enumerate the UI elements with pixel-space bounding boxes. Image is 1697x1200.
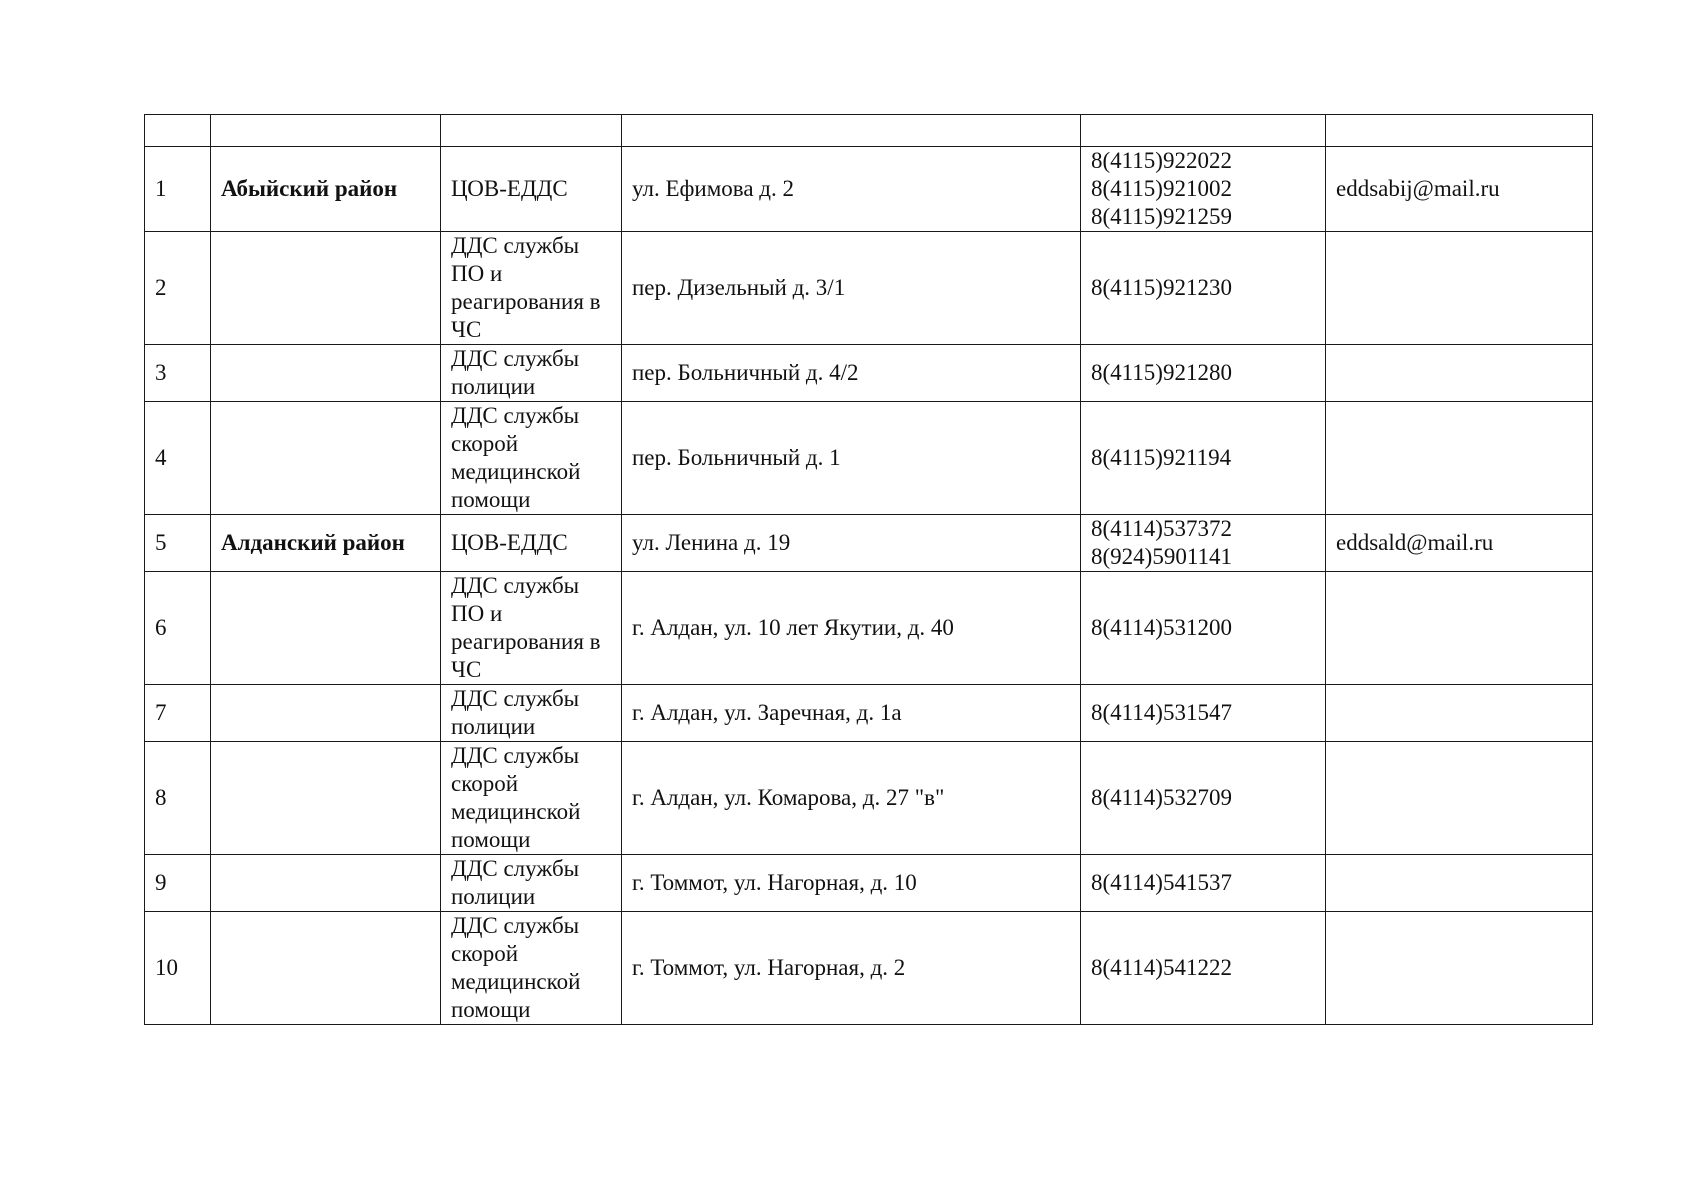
row-number: 8	[145, 742, 211, 855]
phone-numbers	[1081, 402, 1326, 515]
address: г. Алдан, ул. Комарова, д. 27 "в"	[622, 742, 1081, 855]
district-name	[211, 402, 441, 515]
phone-numbers	[1081, 685, 1326, 742]
phone-number: 8(4115)921002	[1091, 176, 1232, 201]
service-line: ДДС службы	[451, 686, 580, 711]
district-name	[211, 232, 441, 345]
email-address: eddsald@mail.ru	[1326, 515, 1593, 572]
service-name	[441, 345, 622, 402]
address: пер. Больничный д. 4/2	[622, 345, 1081, 402]
district-name	[211, 345, 441, 402]
phone-number: 8(4114)537372	[1091, 516, 1232, 541]
email-address	[1326, 232, 1593, 345]
table-row	[145, 345, 1593, 402]
row-number: 1	[145, 147, 211, 232]
service-line: ЦОВ-ЕДДС	[451, 530, 568, 555]
email-address	[1326, 912, 1593, 1025]
email-address	[1326, 572, 1593, 685]
address: пер. Дизельный д. 3/1	[622, 232, 1081, 345]
table-row	[145, 402, 1593, 515]
service-line: ДДС службы	[451, 743, 580, 768]
phone-number: 8(4114)531200	[1091, 615, 1232, 640]
phone-number: 8(4114)532709	[1091, 785, 1232, 810]
phone-numbers	[1081, 855, 1326, 912]
phone-numbers	[1081, 515, 1326, 572]
table-row	[145, 232, 1593, 345]
row-number: 10	[145, 912, 211, 1025]
row-number: 5	[145, 515, 211, 572]
row-number: 7	[145, 685, 211, 742]
service-name	[441, 402, 622, 515]
service-line: медицинской	[451, 969, 581, 994]
email-address	[1326, 345, 1593, 402]
row-number: 3	[145, 345, 211, 402]
service-line: реагирования в	[451, 289, 601, 314]
phone-number: 8(4114)531547	[1091, 700, 1232, 725]
service-name	[441, 515, 622, 572]
address: г. Томмот, ул. Нагорная, д. 2	[622, 912, 1081, 1025]
service-line: ДДС службы	[451, 573, 580, 598]
phone-number: 8(4114)541222	[1091, 955, 1232, 980]
service-line: ДДС службы	[451, 913, 580, 938]
phone-numbers	[1081, 572, 1326, 685]
service-line: ДДС службы	[451, 233, 580, 258]
service-line: медицинской	[451, 459, 581, 484]
district-name	[211, 912, 441, 1025]
address: г. Алдан, ул. 10 лет Якутии, д. 40	[622, 572, 1081, 685]
service-line: помощи	[451, 997, 531, 1022]
service-name	[441, 232, 622, 345]
row-number: 6	[145, 572, 211, 685]
service-line: ДДС службы	[451, 403, 580, 428]
service-line: полиции	[451, 884, 536, 909]
service-line: ЧС	[451, 317, 482, 342]
district-name: Алданский район	[211, 515, 441, 572]
table-row	[145, 515, 1593, 572]
header-cell-email	[1326, 115, 1593, 147]
address: ул. Ефимова д. 2	[622, 147, 1081, 232]
table-row	[145, 855, 1593, 912]
service-name	[441, 742, 622, 855]
row-number: 9	[145, 855, 211, 912]
email-address	[1326, 855, 1593, 912]
email-address	[1326, 742, 1593, 855]
phone-number: 8(4115)921259	[1091, 204, 1232, 229]
phone-numbers	[1081, 232, 1326, 345]
district-name	[211, 572, 441, 685]
header-cell-service	[441, 115, 622, 147]
address: пер. Больничный д. 1	[622, 402, 1081, 515]
phone-numbers	[1081, 912, 1326, 1025]
contacts-table	[144, 114, 1593, 1025]
service-line: скорой	[451, 771, 519, 796]
table-row	[145, 742, 1593, 855]
service-line: скорой	[451, 431, 519, 456]
service-line: помощи	[451, 487, 531, 512]
address: г. Томмот, ул. Нагорная, д. 10	[622, 855, 1081, 912]
header-row	[145, 115, 1593, 147]
phone-number: 8(4115)922022	[1091, 148, 1232, 173]
service-name	[441, 685, 622, 742]
header-cell-num	[145, 115, 211, 147]
service-line: помощи	[451, 827, 531, 852]
phone-number: 8(924)5901141	[1091, 544, 1232, 569]
district-name	[211, 742, 441, 855]
district-name	[211, 685, 441, 742]
service-line: ДДС службы	[451, 856, 580, 881]
phone-numbers	[1081, 345, 1326, 402]
phone-number: 8(4115)921280	[1091, 360, 1232, 385]
service-line: полиции	[451, 374, 536, 399]
service-line: реагирования в	[451, 629, 601, 654]
service-name	[441, 572, 622, 685]
header-cell-district	[211, 115, 441, 147]
table-row	[145, 572, 1593, 685]
service-line: ЦОВ-ЕДДС	[451, 176, 568, 201]
service-line: ПО и	[451, 601, 503, 626]
table-row	[145, 147, 1593, 232]
table-row	[145, 912, 1593, 1025]
service-line: полиции	[451, 714, 536, 739]
header-cell-phone	[1081, 115, 1326, 147]
service-line: ДДС службы	[451, 346, 580, 371]
service-name	[441, 855, 622, 912]
district-name	[211, 855, 441, 912]
email-address	[1326, 402, 1593, 515]
phone-number: 8(4115)921194	[1091, 445, 1232, 470]
row-number: 4	[145, 402, 211, 515]
service-line: медицинской	[451, 799, 581, 824]
address: ул. Ленина д. 19	[622, 515, 1081, 572]
address: г. Алдан, ул. Заречная, д. 1а	[622, 685, 1081, 742]
service-name	[441, 912, 622, 1025]
service-line: ПО и	[451, 261, 503, 286]
phone-number: 8(4115)921230	[1091, 275, 1232, 300]
service-line: скорой	[451, 941, 519, 966]
email-address: eddsabij@mail.ru	[1326, 147, 1593, 232]
phone-number: 8(4114)541537	[1091, 870, 1232, 895]
district-name: Абыйский район	[211, 147, 441, 232]
phone-numbers	[1081, 147, 1326, 232]
phone-numbers	[1081, 742, 1326, 855]
header-cell-address	[622, 115, 1081, 147]
row-number: 2	[145, 232, 211, 345]
table-body	[145, 115, 1593, 1025]
email-address	[1326, 685, 1593, 742]
service-name	[441, 147, 622, 232]
service-line: ЧС	[451, 657, 482, 682]
table-row	[145, 685, 1593, 742]
